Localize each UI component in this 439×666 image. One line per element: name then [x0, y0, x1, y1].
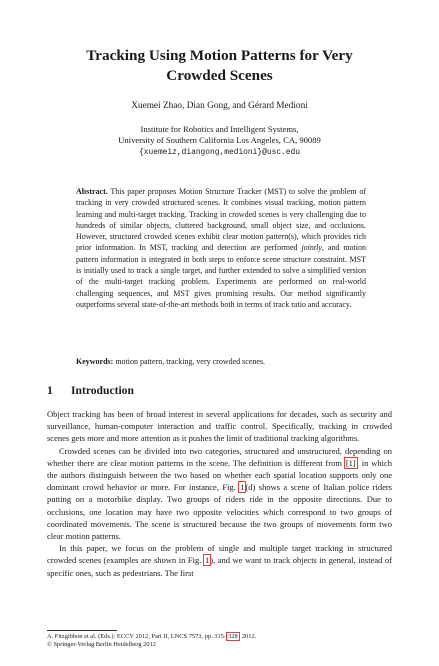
paragraph-3-text-a: In this paper, we focus on the problem of single and multiple target tracking in structured crowded scenes (examples are shown in Fig. [47, 543, 392, 566]
section-heading [47, 384, 134, 397]
figure-link[interactable]: 1 [240, 482, 245, 493]
paragraph-3 [47, 542, 392, 579]
body-text [47, 408, 392, 579]
paragraph-2 [47, 445, 392, 543]
abstract-label: Abstract. [76, 187, 108, 196]
affiliation [40, 124, 399, 158]
title-line-2: Crowded Scenes [166, 67, 273, 84]
keywords-text: motion pattern, tracking, very crowded scenes. [113, 357, 266, 366]
abstract-text-2: , and motion pattern information is integrated in both steps to enforce scene structure constraint. MST is initially used to track a single target, and further extended to solve a simplified version of the multi-target tracking problem. Experiments are performed on real-world challenging sequences, and MST gives promising results. Our method significantly outperforms several state-of-the-art methods both in terms of track ratio and accuracy. [76, 243, 366, 309]
figure-link[interactable]: 1 [204, 555, 210, 566]
paragraph-2-text-b: , in which the authors distinguish between the two based on whether each spatial location supports only one dominant crowd behavior or more. For instance, Fig. [47, 457, 392, 493]
affiliation-line-1: Institute for Robotics and Intelligent Systems, [140, 124, 299, 134]
section-number: 1 [47, 384, 53, 397]
paragraph-3-text-b: ), and we want to track objects in general, instead of specific ones, such as pedestrians. The first [47, 555, 392, 578]
paper-title [40, 46, 399, 86]
footer [47, 633, 256, 650]
footer-citation-end: , 2012. [238, 633, 257, 640]
paragraph-2-text-a: Crowded scenes can be divided into two categories, structured and unstructured, depending on whether there are clear motion patterns in the scene. The definition is different from [47, 445, 392, 468]
footnote-rule [47, 630, 117, 631]
page-range-link[interactable]: 328 [228, 633, 238, 640]
section-title: Introduction [71, 384, 134, 397]
keywords-label: Keywords: [76, 357, 114, 366]
affiliation-line-2: University of Southern California Los Angeles, CA, 90089 [118, 135, 321, 146]
author-emails: {xuemeiz,diangong,medioni}@usc.edu [139, 147, 300, 157]
copyright-notice: © Springer-Verlag Berlin Heidelberg 2012 [47, 641, 156, 649]
keywords [76, 356, 366, 367]
paragraph-1: Object tracking has been of broad interest in several applications for decades, such as security and surveillance, human-computer interaction and traffic control. Specifically, tracking in crowded scenes gets more and more attention as it pushes the limit of traditional tracking algorithms. [47, 409, 392, 444]
title-line-1: Tracking Using Motion Patterns for Very [86, 47, 353, 64]
citation-link[interactable]: [1] [345, 457, 356, 468]
authors: Xuemei Zhao, Dian Gong, and Gérard Medioni [131, 101, 308, 111]
abstract-emphasis: jointly [301, 243, 322, 253]
abstract-text-1: This paper proposes Motion Structure Tracker (MST) to solve the problem of tracking in very crowded structured scenes. It combines visual tracking, motion pattern learning and multi-target tracking. Tracking in crowded scenes is very challenging due to hundreds of similar objects, cluttered background, small object size, and occlusions. However, structured crowded scenes exhibit clear motion pattern(s), which provides rich prior information. In MST, tracking and detection are performed [76, 187, 366, 253]
paragraph-2-text-c: (d) shows a scene of Italian police riders putting on a motorbike display. Two groups of riders ride in the opposite directions. Due to occlusions, one location may have two opposite velocities which correspond to two groups of coordinated movements. The scene is structured because the two groups of movements form two clear motion patterns. [47, 482, 392, 542]
abstract [76, 186, 366, 310]
footer-citation-text: A. Fitzgibbon et al. (Eds.): ECCV 2012, Part II, LNCS 7573, pp. 315– [47, 633, 228, 640]
footer-citation [47, 633, 256, 641]
